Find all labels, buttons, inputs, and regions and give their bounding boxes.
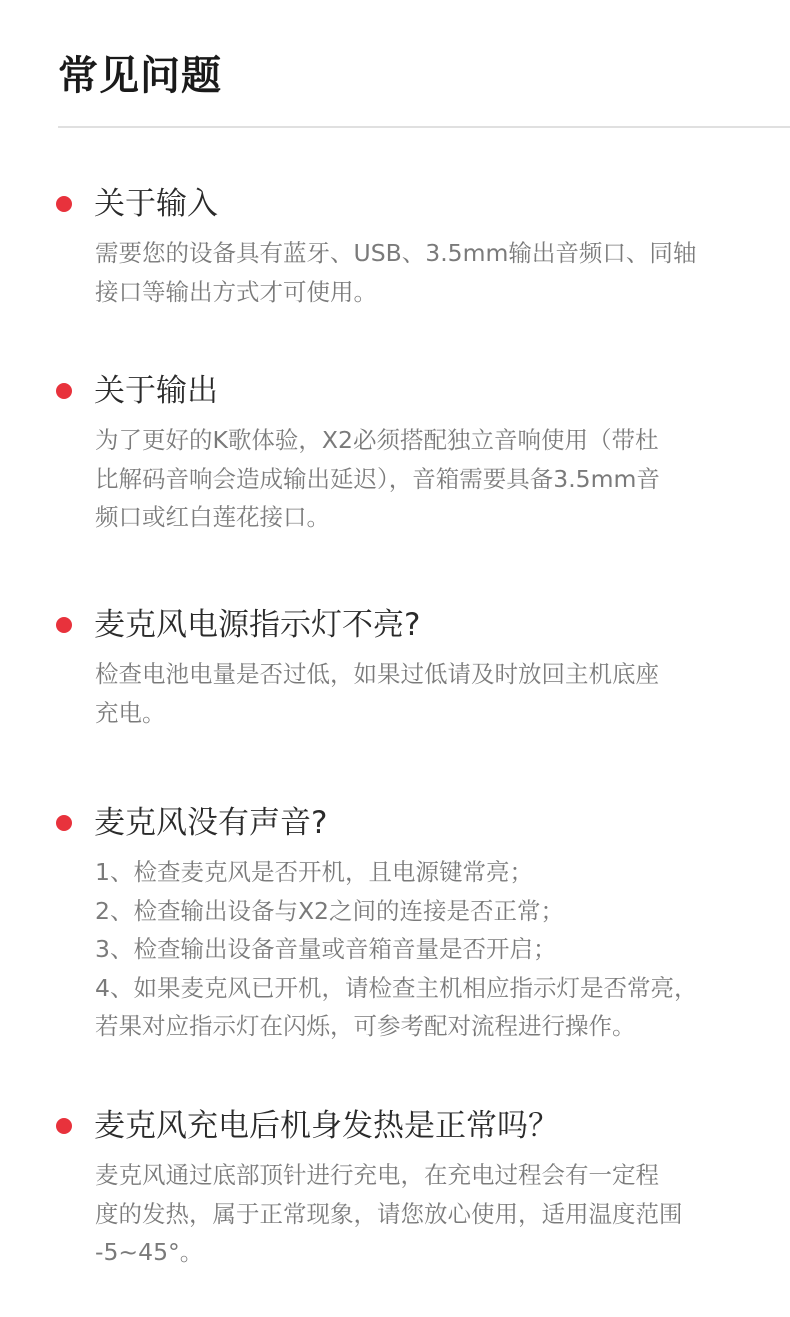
faq-answer-line: 频口或红白莲花接口。 [95, 503, 330, 531]
faq-answer-line: -5~45°。 [95, 1238, 204, 1266]
faq-answer-line: 1、检查麦克风是否开机，且电源键常亮； [95, 858, 533, 886]
faq-question-text: 麦克风没有声音? [94, 805, 328, 841]
faq-question [56, 180, 736, 228]
faq-answer [95, 421, 736, 537]
faq-question-text: 麦克风电源指示灯不亮? [94, 607, 421, 643]
faq-item-mic-heat [56, 1102, 736, 1272]
faq-item-input [56, 180, 736, 311]
faq-question [56, 601, 736, 649]
faq-answer [95, 234, 736, 311]
title-divider [58, 126, 790, 128]
faq-answer-line: 充电。 [95, 698, 166, 727]
faq-answer-line: 需要您的设备具有蓝牙、USB、3.5mm输出音频口、同轴 [95, 239, 697, 267]
faq-answer-line: 度的发热，属于正常现象，请您放心使用，适用温度范围 [95, 1199, 683, 1228]
faq-item-output [56, 367, 736, 537]
page-title: 常见问题 [58, 53, 222, 99]
red-dot-bullet-icon [56, 196, 72, 212]
faq-question-text: 关于输入 [94, 186, 218, 222]
red-dot-bullet-icon [56, 383, 72, 399]
red-dot-bullet-icon [56, 815, 72, 831]
faq-answer-line: 4、如果麦克风已开机，请检查主机相应指示灯是否常亮， [95, 973, 698, 1002]
faq-question [56, 1102, 736, 1150]
faq-answer-line: 检查电池电量是否过低，如果过低请及时放回主机底座 [95, 660, 659, 688]
red-dot-bullet-icon [56, 1118, 72, 1134]
faq-answer [95, 1156, 736, 1272]
faq-answer-line: 2、检查输出设备与X2之间的连接是否正常； [95, 896, 565, 925]
faq-answer-line: 接口等输出方式才可使用。 [95, 277, 377, 306]
red-dot-bullet-icon [56, 617, 72, 633]
faq-item-mic-power-light [56, 601, 736, 732]
faq-answer-line: 为了更好的K歌体验，X2必须搭配独立音响使用（带杜 [95, 426, 659, 454]
faq-answer-line: 比解码音响会造成输出延迟），音箱需要具备3.5mm音 [95, 464, 660, 493]
faq-question [56, 367, 736, 415]
faq-answer-line: 麦克风通过底部顶针进行充电，在充电过程会有一定程 [95, 1161, 659, 1189]
faq-answer [95, 853, 736, 1046]
faq-answer [95, 655, 736, 732]
faq-item-mic-no-sound [56, 799, 736, 1046]
faq-question-text: 麦克风充电后机身发热是正常吗？ [94, 1108, 559, 1144]
faq-answer-line: 3、检查输出设备音量或音箱音量是否开启； [95, 935, 557, 963]
faq-question [56, 799, 736, 847]
faq-question-text: 关于输出 [94, 373, 218, 409]
faq-answer-line: 若果对应指示灯在闪烁，可参考配对流程进行操作。 [95, 1012, 636, 1040]
